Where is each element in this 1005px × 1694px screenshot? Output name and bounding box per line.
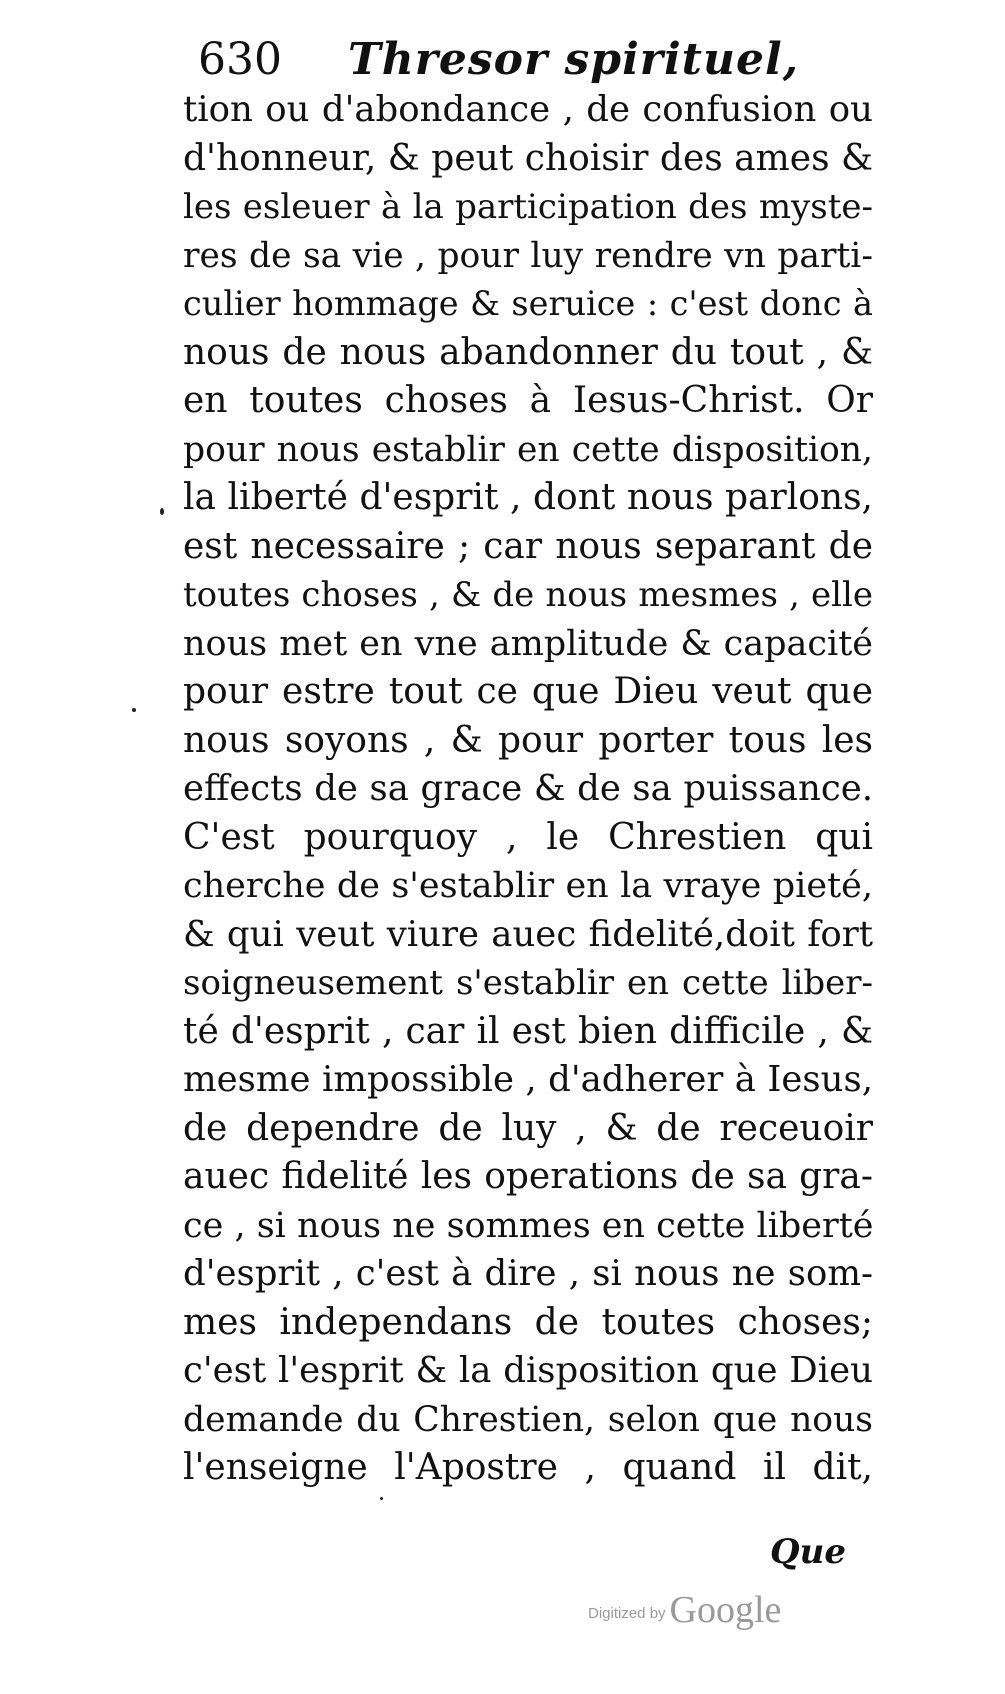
catchword: Que (770, 1532, 846, 1572)
text-line: culier hommage & seruice : c'est donc à (183, 284, 873, 323)
google-logo: Google (669, 1589, 782, 1631)
text-line: toutes choses , & de nous mesmes , elle (183, 575, 873, 615)
text-line: tion ou d'abondance , de confusion ou (183, 89, 873, 130)
text-line: est necessaire ; car nous separant de (183, 525, 873, 567)
text-line: nous soyons , & pour porter tous les (183, 719, 873, 761)
text-line: auec fidelité les operations de sa gra- (183, 1156, 873, 1197)
text-line: en toutes choses à Iesus-Christ. Or (183, 380, 873, 421)
text-line: pour nous establir en cette disposition, (183, 429, 873, 470)
text-line: demande du Chrestien, selon que nous (183, 1399, 873, 1440)
running-title: Thresor spirituel, (348, 34, 800, 85)
text-line: pour estre tout ce que Dieu veut que (183, 671, 873, 712)
text-line: d'honneur, & peut choisir des ames & (183, 137, 874, 179)
text-line: de dependre de luy , & de receuoir (183, 1107, 873, 1149)
text-line: soigneusement s'establir en cette liber- (183, 963, 873, 1003)
text-line: ce , si nous ne sommes en cette liberté (183, 1205, 874, 1246)
text-line: l'enseigne l'Apostre , quand il dit, (183, 1447, 873, 1488)
page-number: 630 (198, 34, 282, 85)
body-text (183, 86, 873, 1493)
ink-speck (160, 508, 164, 515)
ink-speck (132, 708, 136, 712)
text-line: les esleuer à la participation des myste- (183, 187, 873, 227)
text-line: c'est l'esprit & la disposition que Dieu (183, 1350, 873, 1391)
text-line: res de sa vie , pour luy rendre vn parti- (183, 235, 873, 276)
watermark-prefix: Digitized by (588, 1605, 666, 1622)
text-line: cherche de s'establir en la vraye pieté, (183, 866, 873, 906)
text-line: d'esprit , c'est à dire , si nous ne som- (183, 1253, 873, 1294)
text-line: mes independans de toutes choses; (183, 1301, 873, 1343)
text-line: nous met en vne amplitude & capacité (183, 623, 873, 664)
text-line: té d'esprit , car il est bien difficile , & (183, 1010, 873, 1052)
text-line: effects de sa grace & de sa puissance. (183, 768, 873, 809)
page-header (198, 30, 800, 90)
text-line: & qui veut viure auec fidelité,doit fort (183, 913, 873, 955)
text-line: la liberté d'esprit , dont nous parlons, (183, 477, 873, 518)
ink-speck (380, 1497, 383, 1500)
text-line: nous de nous abandonner du tout , & (183, 331, 873, 373)
digitization-watermark (588, 1588, 781, 1632)
text-line: mesme impossible , d'adherer à Iesus, (183, 1059, 873, 1100)
text-line: C'est pourquoy , le Chrestien qui (183, 816, 873, 858)
